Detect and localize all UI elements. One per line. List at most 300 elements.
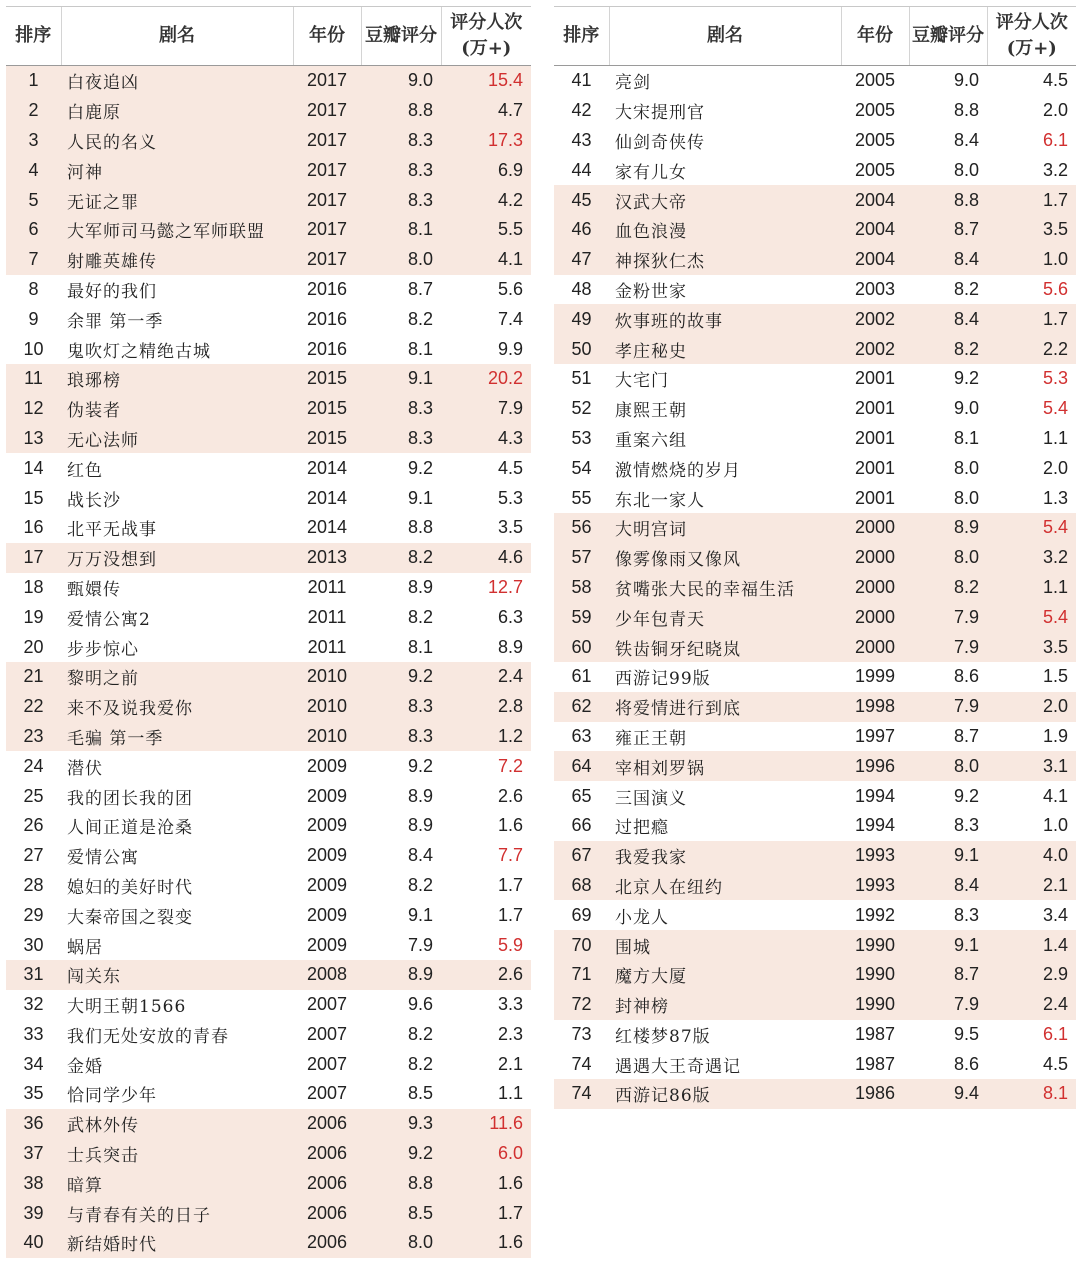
table-row xyxy=(6,155,531,185)
cell-score: 8.3 xyxy=(361,126,441,156)
cell-votes: 5.3 xyxy=(497,487,523,508)
cell-year: 2006 xyxy=(293,1109,361,1139)
table-row xyxy=(6,602,531,632)
cell-rank: 20 xyxy=(23,636,44,657)
header-score: 豆瓣评分 xyxy=(909,7,987,66)
cell-year: 2001 xyxy=(854,427,896,448)
cell-votes: 1.7 xyxy=(497,904,523,925)
cell-votes: 2.0 xyxy=(1042,100,1068,121)
cell-year: 1997 xyxy=(854,725,896,746)
cell-votes: 7.9 xyxy=(441,394,531,424)
cell-title: 潜伏 xyxy=(67,758,103,779)
cell-votes: 3.5 xyxy=(987,215,1076,245)
cell-title: 来不及说我爱你 xyxy=(61,692,293,722)
cell-rank: 23 xyxy=(6,722,61,752)
cell-rank: 27 xyxy=(23,845,44,866)
cell-score: 8.2 xyxy=(407,1053,433,1074)
cell-title: 汉武大帝 xyxy=(609,185,841,215)
header-year: 年份 xyxy=(293,7,361,66)
cell-rank: 25 xyxy=(23,785,44,806)
cell-title: 白鹿原 xyxy=(61,96,293,126)
cell-title: 红楼梦87版 xyxy=(615,1026,711,1047)
table-row xyxy=(6,632,531,662)
cell-rank: 72 xyxy=(554,990,609,1020)
table-row xyxy=(554,245,1076,275)
table-body-right xyxy=(554,66,1076,1109)
cell-rank: 47 xyxy=(554,245,609,275)
cell-score: 8.3 xyxy=(953,904,979,925)
cell-title: 围城 xyxy=(609,930,841,960)
cell-votes: 5.6 xyxy=(1042,278,1068,299)
cell-rank: 61 xyxy=(571,666,592,687)
cell-year: 2004 xyxy=(841,185,909,215)
cell-year: 2005 xyxy=(854,129,896,150)
table-row xyxy=(6,275,531,305)
cell-year: 2000 xyxy=(841,543,909,573)
cell-title: 伪装者 xyxy=(61,394,293,424)
cell-rank: 32 xyxy=(23,994,44,1015)
table-row xyxy=(6,1049,531,1079)
cell-rank: 44 xyxy=(571,159,592,180)
cell-votes: 5.5 xyxy=(441,215,531,245)
cell-score: 8.5 xyxy=(361,1198,441,1228)
cell-year: 1998 xyxy=(841,692,909,722)
cell-year: 2007 xyxy=(306,1023,348,1044)
cell-score: 8.4 xyxy=(407,845,433,866)
cell-year: 2015 xyxy=(293,364,361,394)
cell-year: 1990 xyxy=(841,930,909,960)
table-row xyxy=(6,453,531,483)
table-row xyxy=(6,96,531,126)
cell-title: 家有儿女 xyxy=(615,162,687,183)
cell-score: 8.2 xyxy=(407,308,433,329)
cell-rank: 7 xyxy=(6,245,61,275)
cell-score: 8.3 xyxy=(953,815,979,836)
cell-year: 1992 xyxy=(854,904,896,925)
cell-title: 人民的名义 xyxy=(61,126,293,156)
cell-score: 8.8 xyxy=(361,1168,441,1198)
cell-score: 9.2 xyxy=(407,755,433,776)
cell-rank: 2 xyxy=(6,96,61,126)
cell-title: 北平无战事 xyxy=(67,520,157,541)
table-row xyxy=(6,513,531,543)
cell-score: 8.8 xyxy=(953,100,979,121)
header-votes: 评分人次(万+) xyxy=(987,7,1076,66)
cell-score: 7.9 xyxy=(407,934,433,955)
header-title: 剧名 xyxy=(609,7,841,66)
cell-title: 大明王朝1566 xyxy=(67,997,187,1018)
cell-title: 封神榜 xyxy=(609,990,841,1020)
table-row xyxy=(554,155,1076,185)
cell-votes: 11.6 xyxy=(441,1109,531,1139)
table-row xyxy=(554,990,1076,1020)
cell-score: 8.3 xyxy=(361,722,441,752)
table-row xyxy=(554,573,1076,603)
cell-title: 西游记86版 xyxy=(609,1079,841,1109)
cell-year: 2016 xyxy=(306,278,348,299)
cell-title: 我爱我家 xyxy=(609,841,841,871)
table-row xyxy=(554,334,1076,364)
cell-rank: 56 xyxy=(554,513,609,543)
table-row xyxy=(6,245,531,275)
table-row xyxy=(554,215,1076,245)
cell-rank: 54 xyxy=(571,457,592,478)
table-row xyxy=(554,1079,1076,1109)
cell-votes: 8.9 xyxy=(497,636,523,657)
cell-score: 8.2 xyxy=(407,874,433,895)
cell-votes: 5.9 xyxy=(497,934,523,955)
cell-title: 西游记99版 xyxy=(615,669,711,690)
cell-rank: 52 xyxy=(571,398,592,419)
cell-rank: 48 xyxy=(571,278,592,299)
cell-year: 2009 xyxy=(306,845,348,866)
cell-votes: 17.3 xyxy=(441,126,531,156)
cell-year: 1986 xyxy=(841,1079,909,1109)
cell-score: 8.7 xyxy=(909,960,987,990)
cell-rank: 16 xyxy=(23,517,44,538)
cell-score: 7.9 xyxy=(909,602,987,632)
cell-year: 2008 xyxy=(293,960,361,990)
cell-year: 2011 xyxy=(307,606,347,627)
cell-votes: 1.5 xyxy=(1042,666,1068,687)
cell-rank: 29 xyxy=(23,904,44,925)
cell-score: 8.3 xyxy=(361,155,441,185)
cell-year: 2015 xyxy=(293,394,361,424)
cell-title: 宰相刘罗锅 xyxy=(609,751,841,781)
cell-rank: 40 xyxy=(6,1228,61,1258)
header-rank: 排序 xyxy=(6,7,61,66)
cell-rank: 9 xyxy=(28,308,39,329)
table-row xyxy=(554,453,1076,483)
cell-rank: 19 xyxy=(23,606,44,627)
cell-votes: 5.4 xyxy=(1042,398,1068,419)
cell-title: 恰同学少年 xyxy=(67,1086,157,1107)
cell-votes: 8.1 xyxy=(987,1079,1076,1109)
cell-score: 8.9 xyxy=(407,815,433,836)
cell-score: 8.0 xyxy=(953,487,979,508)
cell-score: 8.7 xyxy=(953,725,979,746)
cell-year: 2017 xyxy=(293,215,361,245)
cell-votes: 7.2 xyxy=(497,755,523,776)
cell-votes: 2.1 xyxy=(497,1053,523,1074)
cell-rank: 4 xyxy=(6,155,61,185)
cell-year: 2017 xyxy=(293,96,361,126)
cell-year: 2017 xyxy=(293,66,361,96)
cell-rank: 37 xyxy=(6,1139,61,1169)
cell-score: 9.0 xyxy=(953,398,979,419)
cell-year: 2006 xyxy=(293,1139,361,1169)
cell-title: 魔方大厦 xyxy=(609,960,841,990)
cell-title: 大明宫词 xyxy=(609,513,841,543)
cell-title: 黎明之前 xyxy=(61,662,293,692)
cell-votes: 2.8 xyxy=(441,692,531,722)
cell-score: 8.2 xyxy=(407,1023,433,1044)
cell-rank: 15 xyxy=(23,487,44,508)
cell-title: 贫嘴张大民的幸福生活 xyxy=(609,573,841,603)
cell-year: 2000 xyxy=(841,632,909,662)
cell-title: 人间正道是沧桑 xyxy=(67,818,193,839)
cell-score: 8.3 xyxy=(361,185,441,215)
cell-votes: 1.6 xyxy=(441,1168,531,1198)
cell-score: 8.3 xyxy=(361,692,441,722)
cell-year: 2009 xyxy=(306,755,348,776)
cell-title: 像雾像雨又像风 xyxy=(609,543,841,573)
cell-score: 9.2 xyxy=(953,785,979,806)
cell-rank: 12 xyxy=(6,394,61,424)
cell-score: 8.0 xyxy=(909,543,987,573)
cell-rank: 63 xyxy=(571,725,592,746)
cell-year: 2014 xyxy=(306,517,348,538)
cell-votes: 4.1 xyxy=(441,245,531,275)
cell-score: 8.3 xyxy=(361,394,441,424)
cell-rank: 1 xyxy=(6,66,61,96)
table-row xyxy=(554,424,1076,454)
cell-rank: 6 xyxy=(6,215,61,245)
table-row xyxy=(6,364,531,394)
cell-year: 2013 xyxy=(293,543,361,573)
cell-year: 2006 xyxy=(293,1198,361,1228)
cell-year: 2009 xyxy=(306,785,348,806)
table-row xyxy=(6,304,531,334)
table-row xyxy=(554,692,1076,722)
cell-title: 金粉世家 xyxy=(615,281,687,302)
cell-title: 最好的我们 xyxy=(67,281,157,302)
cell-year: 2009 xyxy=(306,904,348,925)
cell-score: 8.3 xyxy=(361,424,441,454)
cell-rank: 60 xyxy=(554,632,609,662)
cell-rank: 13 xyxy=(6,424,61,454)
cell-score: 8.0 xyxy=(361,1228,441,1258)
cell-title: 余罪 第一季 xyxy=(67,311,164,332)
cell-votes: 3.2 xyxy=(987,543,1076,573)
cell-votes: 20.2 xyxy=(441,364,531,394)
cell-score: 8.1 xyxy=(361,215,441,245)
table-row xyxy=(6,722,531,752)
header-score: 豆瓣评分 xyxy=(361,7,441,66)
table-row xyxy=(6,871,531,901)
cell-score: 8.5 xyxy=(407,1083,433,1104)
cell-rank: 68 xyxy=(554,871,609,901)
table-row xyxy=(6,1020,531,1050)
cell-rank: 74 xyxy=(571,1053,592,1074)
cell-votes: 1.4 xyxy=(987,930,1076,960)
cell-year: 2016 xyxy=(306,308,348,329)
cell-rank: 10 xyxy=(23,338,44,359)
table-row xyxy=(554,871,1076,901)
cell-score: 9.2 xyxy=(361,662,441,692)
cell-title: 士兵突击 xyxy=(61,1139,293,1169)
cell-title: 武林外传 xyxy=(61,1109,293,1139)
table-row xyxy=(6,1109,531,1139)
table-row xyxy=(554,483,1076,513)
table-row xyxy=(6,424,531,454)
cell-score: 8.0 xyxy=(361,245,441,275)
cell-votes: 3.4 xyxy=(1042,904,1068,925)
table-row xyxy=(554,602,1076,632)
cell-score: 9.0 xyxy=(361,66,441,96)
cell-votes: 1.6 xyxy=(441,1228,531,1258)
cell-rank: 26 xyxy=(23,815,44,836)
cell-rank: 5 xyxy=(6,185,61,215)
table-row xyxy=(554,304,1076,334)
cell-title: 甄嬛传 xyxy=(67,579,121,600)
cell-score: 8.0 xyxy=(953,457,979,478)
cell-year: 2001 xyxy=(854,398,896,419)
cell-title: 金婚 xyxy=(67,1056,103,1077)
cell-votes: 5.3 xyxy=(1042,368,1068,389)
table-row xyxy=(6,1168,531,1198)
cell-rank: 39 xyxy=(6,1198,61,1228)
table-header-row xyxy=(6,7,531,66)
cell-score: 8.8 xyxy=(407,517,433,538)
cell-votes: 2.9 xyxy=(987,960,1076,990)
table-row xyxy=(6,334,531,364)
cell-score: 7.9 xyxy=(909,632,987,662)
table-row xyxy=(6,781,531,811)
cell-votes: 4.7 xyxy=(441,96,531,126)
cell-title: 小龙人 xyxy=(615,907,669,928)
cell-year: 2007 xyxy=(306,1053,348,1074)
cell-rank: 69 xyxy=(571,904,592,925)
cell-rank: 17 xyxy=(6,543,61,573)
cell-rank: 59 xyxy=(554,602,609,632)
header-rank: 排序 xyxy=(554,7,609,66)
cell-title: 铁齿铜牙纪晓岚 xyxy=(609,632,841,662)
cell-title: 孝庄秘史 xyxy=(609,334,841,364)
cell-year: 2009 xyxy=(306,815,348,836)
cell-rank: 55 xyxy=(571,487,592,508)
table-row xyxy=(554,96,1076,126)
cell-votes: 6.3 xyxy=(497,606,523,627)
cell-title: 万万没想到 xyxy=(61,543,293,573)
cell-rank: 71 xyxy=(554,960,609,990)
cell-votes: 2.4 xyxy=(987,990,1076,1020)
cell-year: 2004 xyxy=(841,245,909,275)
cell-title: 重案六组 xyxy=(615,430,687,451)
cell-title: 无证之罪 xyxy=(61,185,293,215)
cell-score: 9.1 xyxy=(361,364,441,394)
cell-title: 我的团长我的团 xyxy=(67,788,193,809)
cell-votes: 1.2 xyxy=(441,722,531,752)
cell-score: 8.9 xyxy=(407,785,433,806)
cell-votes: 1.1 xyxy=(987,573,1076,603)
cell-rank: 30 xyxy=(23,934,44,955)
cell-votes: 1.1 xyxy=(1042,427,1068,448)
cell-rank: 11 xyxy=(6,364,61,394)
cell-title: 大宅门 xyxy=(615,371,669,392)
cell-year: 2015 xyxy=(293,424,361,454)
cell-year: 2005 xyxy=(854,159,896,180)
cell-votes: 3.1 xyxy=(987,751,1076,781)
cell-year: 2000 xyxy=(841,573,909,603)
cell-score: 8.7 xyxy=(909,215,987,245)
cell-title: 与青春有关的日子 xyxy=(61,1198,293,1228)
cell-votes: 5.6 xyxy=(497,278,523,299)
cell-votes: 5.4 xyxy=(987,513,1076,543)
cell-year: 1990 xyxy=(841,990,909,1020)
cell-year: 1994 xyxy=(854,785,896,806)
cell-score: 7.9 xyxy=(909,990,987,1020)
cell-score: 8.1 xyxy=(407,636,433,657)
table-row xyxy=(554,543,1076,573)
table-row xyxy=(6,990,531,1020)
cell-rank: 21 xyxy=(6,662,61,692)
cell-score: 8.0 xyxy=(953,159,979,180)
cell-year: 2003 xyxy=(854,278,896,299)
table-row xyxy=(554,185,1076,215)
cell-year: 1987 xyxy=(854,1053,896,1074)
cell-score: 8.4 xyxy=(909,245,987,275)
cell-rank: 46 xyxy=(554,215,609,245)
table-row xyxy=(554,662,1076,692)
cell-score: 8.9 xyxy=(361,960,441,990)
cell-votes: 9.9 xyxy=(497,338,523,359)
cell-title: 媳妇的美好时代 xyxy=(67,877,193,898)
cell-title: 三国演义 xyxy=(615,788,687,809)
table-row xyxy=(554,841,1076,871)
table-row xyxy=(6,811,531,841)
table-row xyxy=(554,751,1076,781)
cell-title: 遇遇大王奇遇记 xyxy=(615,1056,741,1077)
cell-title: 将爱情进行到底 xyxy=(609,692,841,722)
table-row xyxy=(554,394,1076,424)
header-year: 年份 xyxy=(841,7,909,66)
cell-votes: 12.7 xyxy=(487,576,523,597)
cell-votes: 3.5 xyxy=(497,517,523,538)
cell-votes: 3.5 xyxy=(987,632,1076,662)
cell-title: 爱情公寓 xyxy=(67,848,139,869)
cell-year: 2010 xyxy=(293,662,361,692)
cell-year: 1999 xyxy=(854,666,896,687)
cell-rank: 14 xyxy=(23,457,44,478)
cell-votes: 2.1 xyxy=(987,871,1076,901)
cell-score: 9.2 xyxy=(407,457,433,478)
cell-year: 2017 xyxy=(293,155,361,185)
cell-votes: 2.4 xyxy=(441,662,531,692)
cell-title: 射雕英雄传 xyxy=(61,245,293,275)
cell-year: 2010 xyxy=(293,692,361,722)
cell-score: 9.6 xyxy=(407,994,433,1015)
table-row xyxy=(6,483,531,513)
table-row xyxy=(554,900,1076,930)
cell-title: 蜗居 xyxy=(67,937,103,958)
cell-year: 1996 xyxy=(841,751,909,781)
cell-title: 闯关东 xyxy=(61,960,293,990)
cell-score: 8.7 xyxy=(407,278,433,299)
cell-score: 9.1 xyxy=(909,930,987,960)
cell-votes: 4.5 xyxy=(497,457,523,478)
cell-rank: 8 xyxy=(28,278,39,299)
cell-title: 神探狄仁杰 xyxy=(609,245,841,275)
cell-score: 8.2 xyxy=(909,334,987,364)
table-row xyxy=(6,1079,531,1109)
table-row xyxy=(6,1198,531,1228)
cell-score: 8.2 xyxy=(909,573,987,603)
cell-rank: 34 xyxy=(23,1053,44,1074)
cell-title: 战长沙 xyxy=(67,490,121,511)
cell-votes: 6.1 xyxy=(1042,129,1068,150)
cell-year: 2007 xyxy=(306,994,348,1015)
cell-score: 8.6 xyxy=(953,1053,979,1074)
cell-year: 2017 xyxy=(293,245,361,275)
cell-votes: 15.4 xyxy=(441,66,531,96)
cell-votes: 6.0 xyxy=(441,1139,531,1169)
cell-score: 9.1 xyxy=(909,841,987,871)
cell-title: 红色 xyxy=(67,460,103,481)
table-row xyxy=(554,960,1076,990)
table-row xyxy=(6,573,531,603)
table-row xyxy=(6,215,531,245)
